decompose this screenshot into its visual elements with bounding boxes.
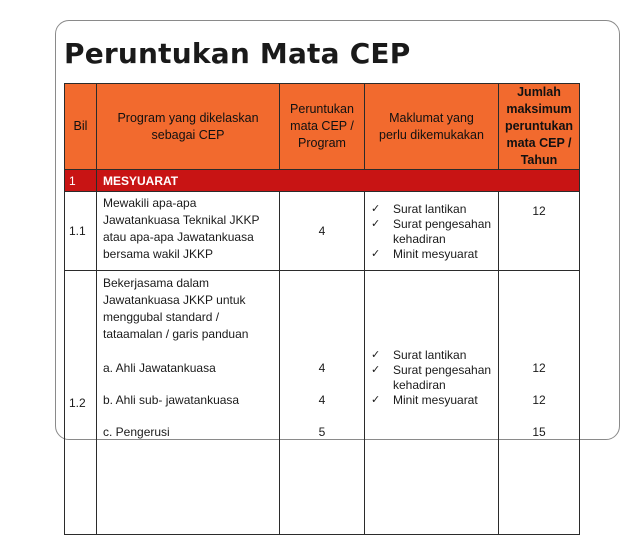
sub-item-label: b. Ahli sub- jawatankuasa [103, 393, 240, 407]
maklumat-item: ✓ Surat pengesahan kehadiran [371, 363, 492, 392]
program-line: Jawatankuasa JKKP untuk [103, 293, 246, 307]
checkmark-icon: ✓ [371, 203, 381, 215]
header-jumlah: Jumlah maksimum peruntukan mata CEP / Tahun [499, 84, 580, 170]
section-label: MESYUARAT [97, 170, 580, 192]
section-row [65, 170, 580, 192]
row-jumlah: 12 [499, 192, 580, 271]
checkmark-icon: ✓ [371, 349, 381, 361]
header-maklumat: Maklumat yang perlu dikemukakan [365, 84, 499, 170]
program-line: menggubal standard / [103, 310, 220, 324]
peruntukan-value: 4 [318, 361, 326, 375]
row-program [97, 271, 280, 535]
checkmark-icon: ✓ [371, 248, 381, 260]
row-jumlah [499, 271, 580, 535]
row-maklumat [365, 271, 499, 535]
program-line: tataamalan / garis panduan [103, 327, 249, 341]
header-row [65, 84, 580, 170]
row-bil: 1.1 [65, 192, 97, 271]
cep-table [64, 83, 580, 535]
program-line: atau apa-apa Jawatankuasa [103, 230, 254, 244]
maklumat-item: ✓ Minit mesyuarat [371, 247, 478, 261]
sub-item-label: c. Pengerusi [103, 425, 170, 439]
table-row [65, 271, 580, 535]
header-peruntukan: Peruntukan mata CEP / Program [280, 84, 365, 170]
page-title: Peruntukan Mata CEP [64, 37, 411, 70]
checkmark-icon: ✓ [371, 364, 381, 376]
maklumat-item: ✓ Surat lantikan [371, 202, 467, 216]
maklumat-item: ✓ Minit mesyuarat [371, 393, 478, 407]
section-number: 1 [65, 170, 97, 192]
jumlah-value: 15 [532, 425, 546, 439]
peruntukan-value: 4 [318, 393, 326, 407]
row-peruntukan [280, 271, 365, 535]
program-line: Bekerjasama dalam [103, 276, 210, 290]
checkmark-icon: ✓ [371, 394, 381, 406]
program-line: Jawatankuasa Teknikal JKKP [103, 213, 260, 227]
header-program: Program yang dikelaskan sebagai CEP [97, 84, 280, 170]
program-line: bersama wakil JKKP [103, 247, 214, 261]
sub-item-label: a. Ahli Jawatankuasa [103, 361, 216, 375]
jumlah-value: 12 [532, 393, 546, 407]
row-maklumat [365, 192, 499, 271]
checkmark-icon: ✓ [371, 218, 381, 230]
row-peruntukan: 4 [280, 192, 365, 271]
row-bil: 1.2 [65, 271, 97, 535]
maklumat-item: ✓ Surat lantikan [371, 348, 467, 362]
program-line: Mewakili apa-apa [103, 196, 197, 210]
header-bil: Bil [65, 84, 97, 170]
jumlah-value: 12 [532, 361, 546, 375]
row-program [97, 192, 280, 271]
maklumat-item: ✓ Surat pengesahan kehadiran [371, 217, 492, 246]
table-row [65, 192, 580, 271]
peruntukan-value: 5 [318, 425, 326, 439]
